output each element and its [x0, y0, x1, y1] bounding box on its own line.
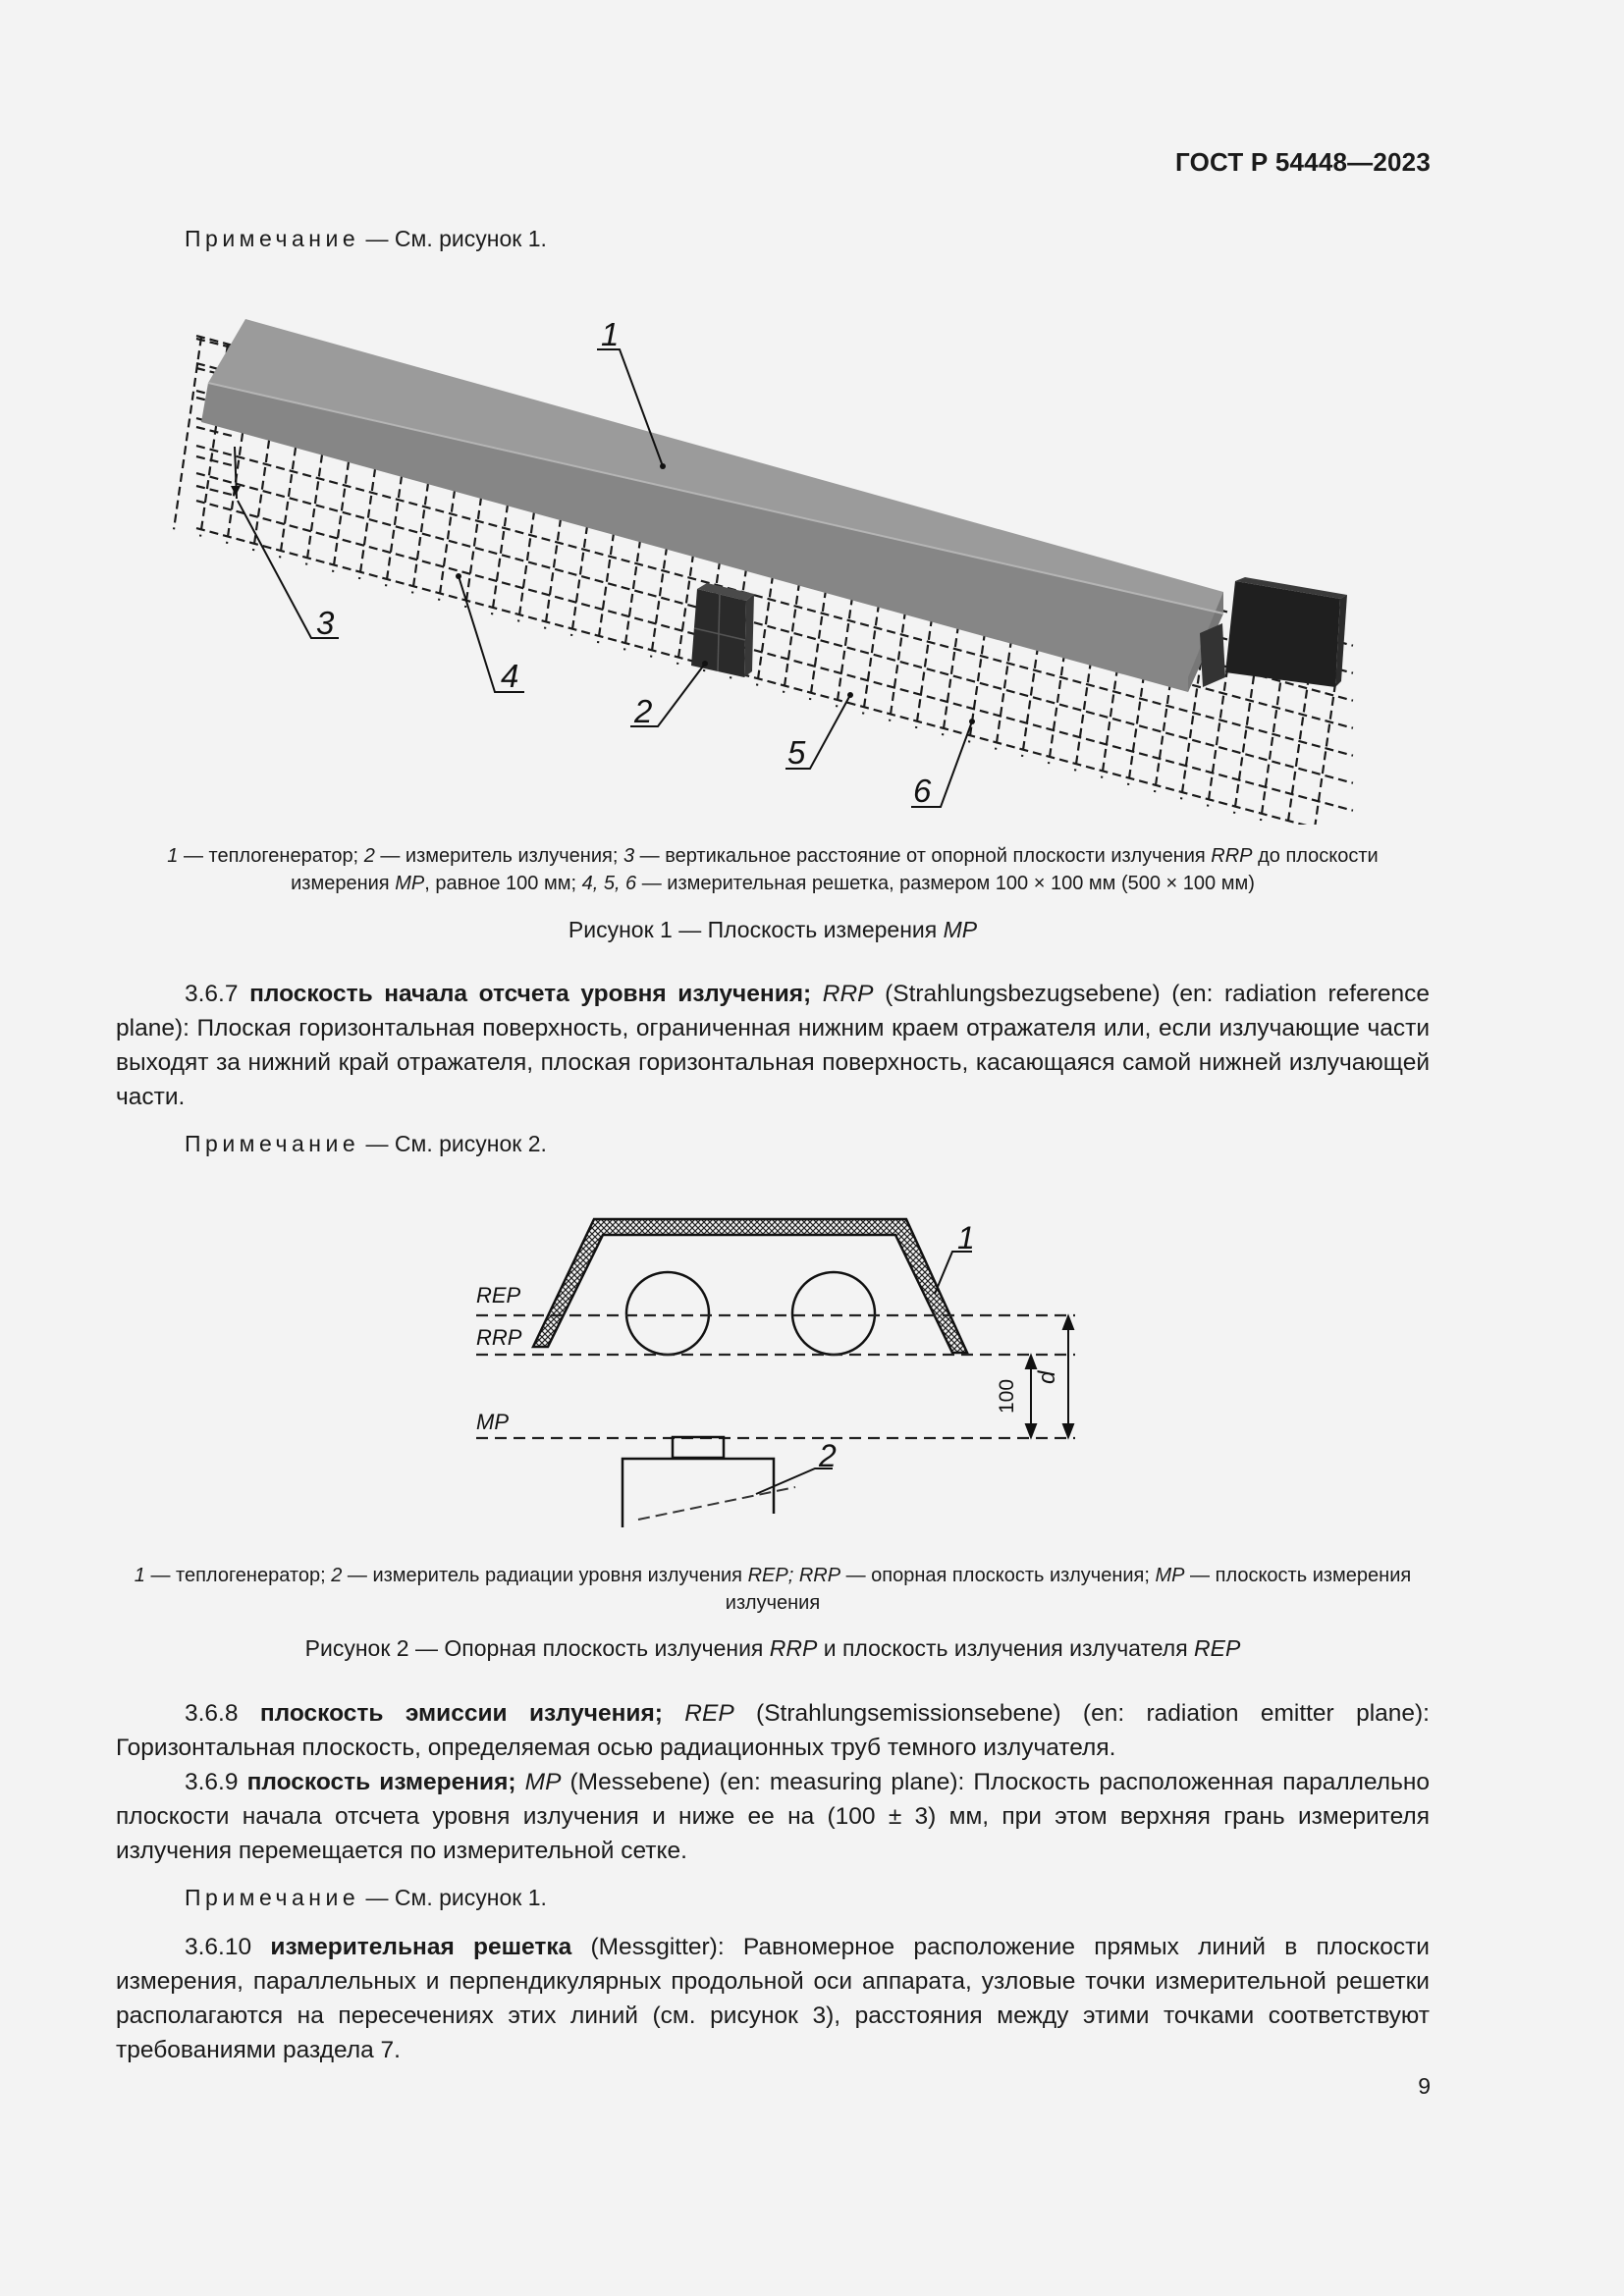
reflector: [533, 1219, 967, 1353]
term: плоскость измерения;: [246, 1769, 516, 1795]
callout-4: 4: [501, 658, 519, 694]
label-mp: MP: [476, 1410, 509, 1434]
callout-5: 5: [787, 734, 806, 771]
definition: (Strahlungsbezugsebene) (en: radiation reference plane): Плоская горизонтальная поверхность, ограниченная нижним краем отражателя или, если излучающие части выходят за нижний край отражателя, плоская горизонтальная поверхность, касающаяся самой нижней излучающей части.: [116, 981, 1431, 1110]
paragraph-number: 3.6.7: [185, 981, 239, 1007]
paragraph-number: 3.6.8: [185, 1700, 239, 1727]
callout-1: 1: [601, 316, 620, 352]
note-label: Примечание: [185, 1131, 360, 1156]
paragraph-3-6-10: [116, 1930, 1430, 2067]
figure-1-legend: [116, 842, 1430, 897]
burner-box: [1225, 581, 1340, 687]
radiation-meter-body: [623, 1459, 774, 1527]
figure-2-legend: [116, 1562, 1430, 1617]
note-text: — См. рисунок 2.: [365, 1131, 547, 1156]
note-label: Примечание: [185, 1885, 360, 1910]
figure-1-measuring-plane: [0, 294, 1624, 825]
caption-text: Рисунок 1 — Плоскость измерения: [568, 917, 944, 942]
note: [185, 1885, 547, 1911]
note-label: Примечание: [185, 226, 360, 251]
caption-text: и плоскость излучения излучателя: [817, 1635, 1195, 1661]
abbr: RRP: [822, 981, 874, 1007]
figure-2-reference-planes: [0, 1202, 1624, 1546]
callout-3: 3: [316, 605, 335, 641]
page-number: 9: [1418, 2073, 1431, 2099]
legend-key: 2: [363, 845, 375, 867]
note: [185, 226, 547, 252]
legend-key: 3: [623, 845, 635, 867]
definition: (Strahlungsemissionsebene) (en: radiation emitter plane): Горизонтальная плоскость, определяемая осью радиационных труб темного излучателя.: [116, 1700, 1430, 1761]
note-text: — См. рисунок 1.: [365, 226, 547, 251]
legend-key: MP: [395, 873, 425, 894]
legend-text: — вертикальное расстояние от опорной плоскости излучения: [634, 845, 1212, 867]
legend-key: RRP: [1211, 845, 1253, 867]
note-text: — См. рисунок 1.: [365, 1885, 547, 1910]
label-rep: REP: [476, 1283, 521, 1308]
callout-2: 2: [819, 1438, 837, 1473]
paragraph-number: 3.6.10: [185, 1934, 252, 1960]
figure-1-caption: [116, 917, 1430, 943]
radiant-tube: [792, 1272, 875, 1355]
caption-abbr: REP: [1194, 1635, 1241, 1661]
legend-text: — опорная плоскость излучения;: [840, 1565, 1156, 1586]
paragraph-3-6-7: [116, 977, 1430, 1114]
figure-2-caption: [116, 1635, 1430, 1662]
term: плоскость эмиссии излучения;: [259, 1700, 663, 1727]
caption-text: Рисунок 2 — Опорная плоскость излучения: [304, 1635, 770, 1661]
legend-key: REP; RRP: [747, 1565, 841, 1586]
legend-text: — теплогенератор;: [144, 1565, 332, 1586]
legend-text: , равное 100 мм;: [424, 873, 582, 894]
dimension-d: d: [1034, 1370, 1060, 1384]
legend-key: 1: [134, 1565, 145, 1586]
legend-key: 2: [331, 1565, 343, 1586]
legend-key: 4, 5, 6: [581, 873, 637, 894]
term: плоскость начала отсчета уровня излучения;: [249, 981, 812, 1007]
caption-abbr: RRP: [769, 1635, 818, 1661]
abbr: MP: [524, 1769, 562, 1795]
dimension-100: 100: [996, 1378, 1018, 1414]
legend-key: 1: [167, 845, 179, 867]
radiant-tube: [626, 1272, 709, 1355]
paragraph-3-6-8: [116, 1696, 1430, 1765]
paragraph-3-6-9: [116, 1765, 1430, 1868]
note: [185, 1131, 547, 1157]
burner-box-side: [1200, 623, 1225, 687]
legend-text: — плоскость измерения излучения: [725, 1565, 1412, 1614]
legend-text: — измерительная решетка, размером 100 × 100 мм (500 × 100 мм): [636, 873, 1255, 894]
radiation-meter-sensor: [673, 1437, 724, 1458]
paragraph-number: 3.6.9: [185, 1769, 239, 1795]
legend-text: — измеритель радиации уровня излучения: [342, 1565, 748, 1586]
term: измерительная решетка: [270, 1934, 572, 1960]
legend-text: до плоскости измерения: [291, 845, 1379, 894]
abbr: REP: [684, 1700, 734, 1727]
definition: (Messgitter): Равномерное расположение прямых линий в плоскости измерения, параллельных и перпендикулярных продольной оси аппарата, узловые точки измерительной решетки располагаются на пересечениях этих линий (см. рисунок 3), расстояния между этими точками соответствуют требованиями раздела 7.: [116, 1934, 1430, 2063]
callout-1: 1: [957, 1220, 975, 1255]
callout-2: 2: [634, 693, 653, 729]
label-rrp: RRP: [476, 1325, 522, 1350]
caption-abbr: MP: [943, 917, 978, 942]
legend-text: — теплогенератор;: [178, 845, 364, 867]
document-header: ГОСТ Р 54448—2023: [1175, 147, 1431, 177]
legend-text: — измеритель излучения;: [374, 845, 623, 867]
legend-key: MP: [1155, 1565, 1185, 1586]
callout-6: 6: [913, 773, 932, 809]
definition: (Messebene) (en: measuring plane): Плоскость расположенная параллельно плоскости начала отсчета уровня излучения и ниже ее на (100 ± 3) мм, при этом верхняя грань измерителя излучения перемещается по измерительной сетке.: [116, 1769, 1431, 1864]
